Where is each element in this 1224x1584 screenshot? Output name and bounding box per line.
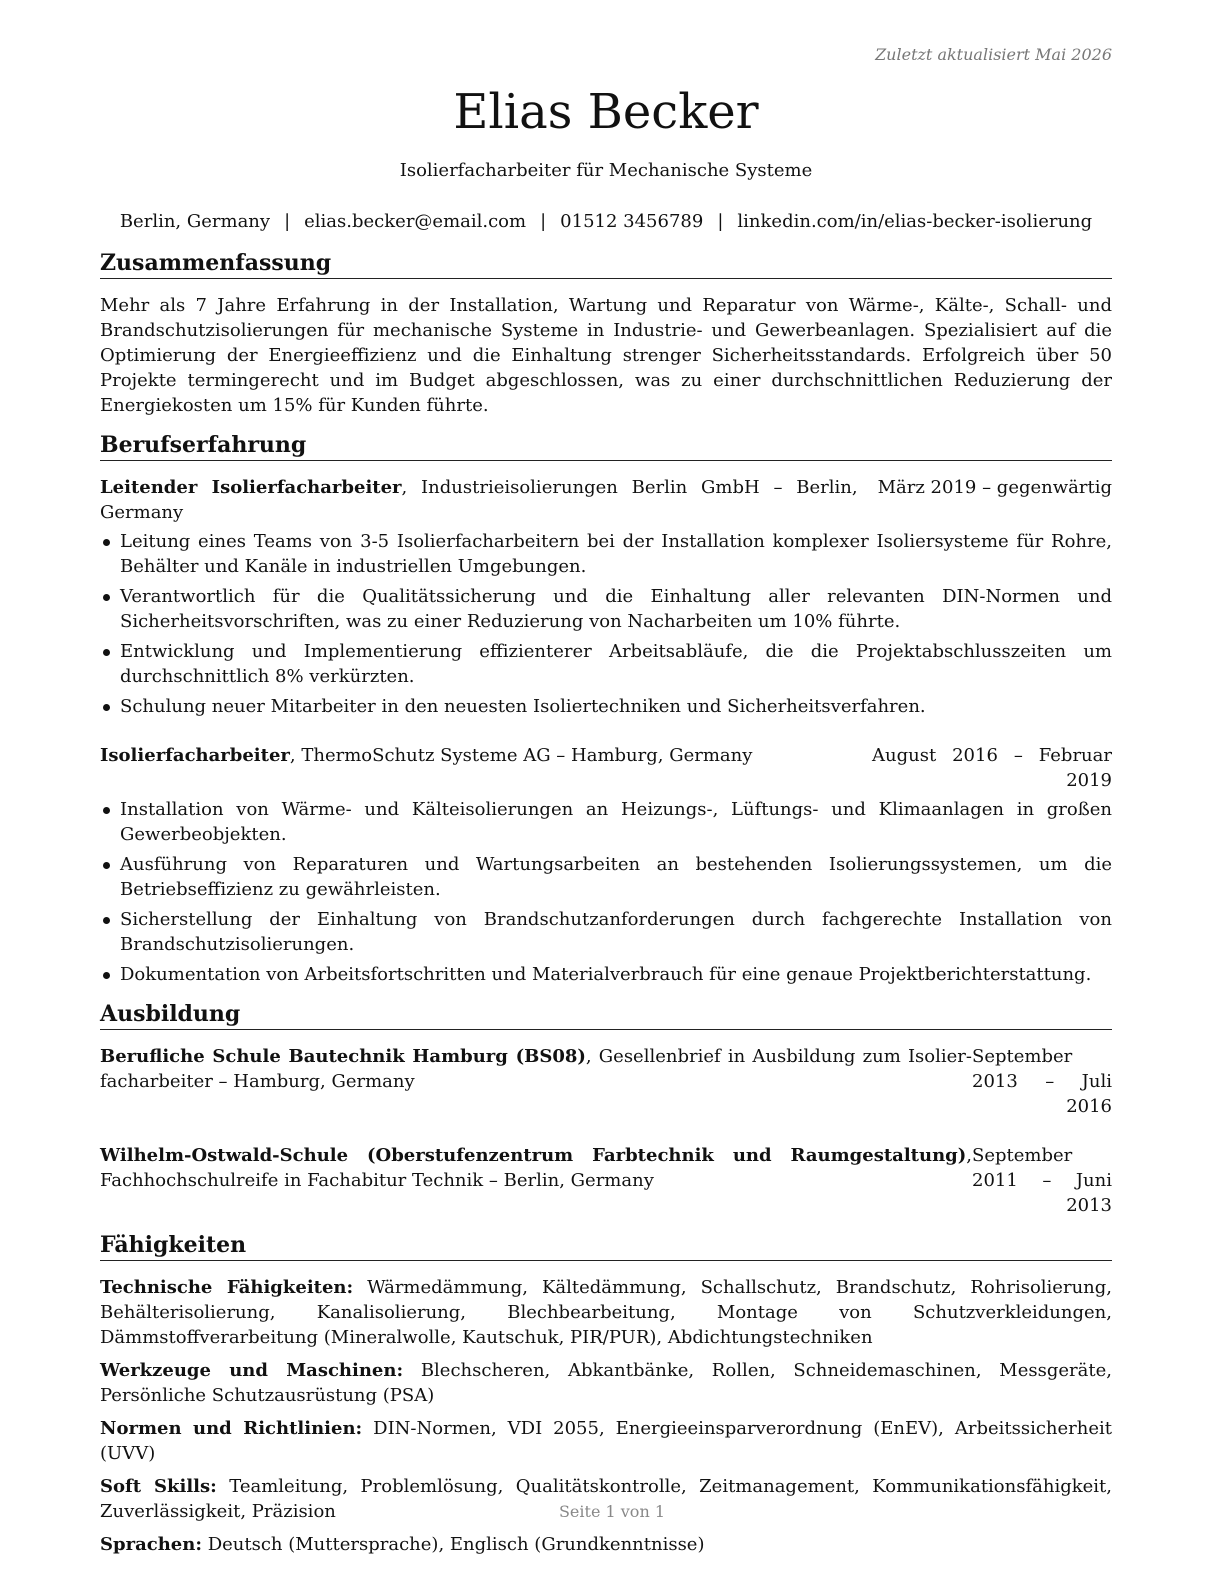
education-detail: , Gesellenbrief in Ausbildung zum Isolierfacharbeiter – Hamburg, Germany [100, 1046, 972, 1092]
job-header [100, 743, 1112, 793]
skill-label: Sprachen: [100, 1534, 202, 1555]
summary-text: Mehr als 7 Jahre Erfahrung in der Installation, Wartung und Reparatur von Wärme-, Kälte-, Schall- und Brandschutzisolierungen für mechanische Systeme in Industrie- und Gewerbeanlagen. Spezialisiert auf die Optimierung der Energieeffizienz und die Einhaltung strenger Sicherheitsstandards. Erfolgreich über 50 Projekte termingerecht und im Budget abgeschlossen, was zu einer durchschnittlichen Reduzierung der Energiekosten um 15% für Kunden führte. [100, 295, 1112, 416]
education-heading: Ausbildung [100, 999, 1112, 1030]
job-role: Leitender Isolierfacharbeiter [100, 477, 402, 498]
education-detail: , Fachhochschulreife in Fachabitur Technik – Berlin, Germany [100, 1145, 972, 1191]
job-bullet: Schulung neuer Mitarbeiter in den neuesten Isoliertechniken und Sicherheitsverfahren. [100, 694, 1112, 719]
job-role-company [100, 475, 858, 525]
skill-text: DIN-Normen, VDI 2055, Energieeinsparverordnung (EnEV), Arbeitssicherheit (UVV) [100, 1418, 1113, 1464]
education-school: Wilhelm-Ostwald-Schule (Oberstufenzentrum Farbtechnik und Raumgestaltung) [100, 1145, 967, 1166]
contact-email[interactable]: elias.becker@email.com [304, 211, 527, 232]
job-role: Isolierfacharbeiter [100, 745, 290, 766]
contact-separator: | [717, 211, 724, 232]
job-entry [100, 743, 1112, 987]
job-header [100, 475, 1112, 525]
job-bullet: Dokumentation von Arbeitsfortschritten und Materialverbrauch für eine genaue Projektberichterstattung. [100, 962, 1112, 987]
job-bullet: Verantwortlich für die Qualitätssicherung und die Einhaltung aller relevanten DIN-Normen und Sicherheitsvorschriften, was zu einer Reduzierung von Nacharbeiten um 10% führte. [100, 584, 1112, 634]
job-role-company [100, 743, 852, 768]
education-school-detail [100, 1044, 972, 1094]
job-bullet: Ausführung von Reparaturen und Wartungsarbeiten an bestehenden Isolierungssystemen, um die Betriebseffizienz zu gewährleisten. [100, 852, 1112, 902]
resume-page [100, 40, 1112, 1565]
job-entry [100, 475, 1112, 719]
education-school-detail [100, 1143, 972, 1193]
job-bullet: Leitung eines Teams von 3-5 Isolierfacharbeitern bei der Installation komplexer Isoliersysteme für Rohre, Behälter und Kanäle in industriellen Umgebungen. [100, 529, 1112, 579]
last-updated: Zuletzt aktualisiert Mai 2026 [875, 45, 1112, 64]
skill-group [100, 1416, 1112, 1466]
skill-group [100, 1275, 1112, 1350]
skill-group [100, 1358, 1112, 1408]
skill-text: Deutsch (Muttersprache), Englisch (Grundkenntnisse) [201, 1534, 705, 1555]
job-bullet: Installation von Wärme- und Kälteisolierungen an Heizungs-, Lüftungs- und Klimaanlagen in großen Gewerbeobjekten. [100, 797, 1112, 847]
skill-group [100, 1532, 1112, 1557]
skill-text: Teamleitung, Problemlösung, Qualitätskontrolle, Zeitmanagement, Kommunikationsfähigkeit, Zuverlässigkeit, Präzision [100, 1476, 1113, 1522]
contact-line [100, 210, 1112, 234]
skill-label: Technische Fähigkeiten: [100, 1277, 354, 1298]
skill-label: Soft Skills: [100, 1476, 217, 1497]
skill-text: Wärmedämmung, Kältedämmung, Schallschutz, Brandschutz, Rohrisolierung, Behälterisolierung, Kanalisolierung, Blechbearbeitung, Montage von Schutzverkleidungen, Dämmstoffverarbeitung (Mineralwolle, Kautschuk, PIR/PUR), Abdichtungstechniken [100, 1277, 1112, 1348]
skill-label: Werkzeuge und Maschinen: [100, 1360, 404, 1381]
experience-heading: Berufserfahrung [100, 430, 1112, 461]
contact-separator: | [284, 211, 291, 232]
job-date: März 2019 – gegenwärtig [877, 477, 1112, 498]
page-number: Seite 1 von 1 [558, 1502, 666, 1521]
job-company: , ThermoSchutz Systeme AG – Hamburg, Germany [289, 745, 753, 766]
contact-separator: | [540, 211, 547, 232]
job-bullet: Entwicklung und Implementierung effizienterer Arbeitsabläufe, die die Projektabschlusszeiten um durchschnittlich 8% verkürzten. [100, 639, 1112, 689]
education-date: September 2013 – Juli 2016 [972, 1046, 1112, 1117]
job-company: , Industrieisolierungen Berlin GmbH – Berlin, Germany [100, 477, 858, 523]
skill-text: Blechscheren, Abkantbänke, Rollen, Schneidemaschinen, Messgeräte, Persönliche Schutzausrüstung (PSA) [100, 1360, 1112, 1406]
education-school: Berufliche Schule Bautechnik Hamburg (BS08) [100, 1046, 586, 1067]
education-entry [100, 1143, 1112, 1218]
job-bullets [100, 529, 1112, 719]
education-entry [100, 1044, 1112, 1119]
skill-label: Normen und Richtlinien: [100, 1418, 363, 1439]
summary-heading: Zusammenfassung [100, 248, 1112, 279]
education-date: September 2011 – Juni 2013 [972, 1145, 1112, 1216]
job-bullet: Sicherstellung der Einhaltung von Brandschutzanforderungen durch fachgerechte Installation von Brandschutzisolierungen. [100, 907, 1112, 957]
contact-location: Berlin, Germany [119, 211, 271, 232]
job-title: Isolierfacharbeiter für Mechanische Systeme [399, 160, 813, 181]
candidate-name: Elias Becker [453, 84, 759, 140]
contact-linkedin[interactable]: linkedin.com/in/elias-becker-isolierung [737, 211, 1093, 232]
contact-phone[interactable]: 01512 3456789 [560, 211, 704, 232]
skills-heading: Fähigkeiten [100, 1230, 1112, 1261]
job-date: August 2016 – Februar 2019 [872, 745, 1112, 791]
job-bullets [100, 797, 1112, 987]
